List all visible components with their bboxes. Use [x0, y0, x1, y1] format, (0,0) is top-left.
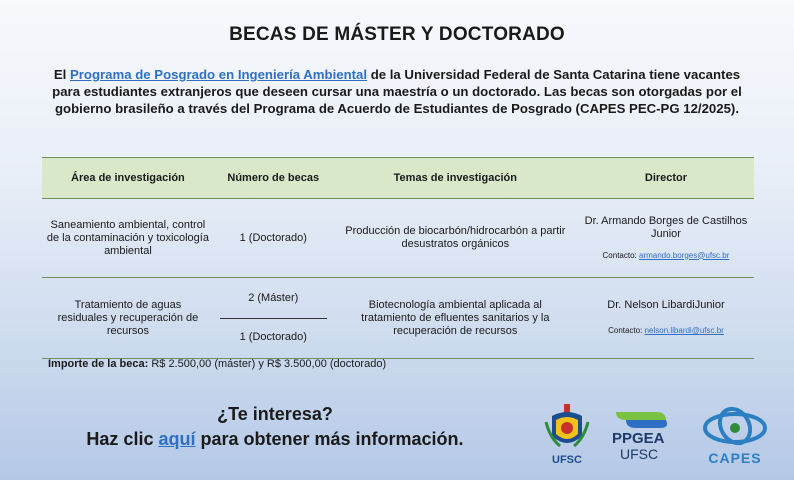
row2-becas-cell — [214, 278, 333, 359]
header-area: Área de investigación — [42, 158, 214, 199]
page-title: BECAS DE MÁSTER Y DOCTORADO — [229, 24, 565, 45]
row1-contact-label: Contacto: — [602, 250, 639, 260]
intro-paragraph — [40, 66, 754, 117]
row2-director-cell — [578, 278, 754, 359]
ufsc-logo — [542, 402, 592, 466]
row2-contact — [579, 324, 753, 337]
cta-prefix: Haz clic — [86, 429, 159, 449]
capes-logo-text: CAPES — [708, 450, 762, 466]
row1-becas: 1 (Doctorado) — [214, 199, 333, 278]
row2-contact-email[interactable]: nelson.libardi@ufsc.br — [644, 326, 724, 335]
row1-contact-email[interactable]: armando.borges@ufsc.br — [639, 250, 730, 260]
amount-value: R$ 2.500,00 (máster) y R$ 3.500,00 (doctorado) — [148, 358, 387, 370]
table-row — [42, 278, 754, 359]
cta-question: ¿Te interesa? — [217, 404, 333, 424]
header-director: Director — [578, 158, 754, 199]
row1-director-cell — [578, 199, 754, 278]
scholarship-table — [42, 157, 754, 359]
row2-becas-top: 2 (Máster) — [248, 291, 299, 304]
row2-becas-bottom: 1 (Doctorado) — [220, 318, 327, 358]
row1-director: Dr. Armando Borges de Castilhos Junior — [584, 214, 748, 240]
ppgea-mark-icon — [612, 408, 672, 430]
program-link[interactable]: Programa de Posgrado en Ingeniería Ambiental — [70, 67, 368, 82]
scholarship-amount — [48, 358, 386, 370]
ufsc-logo-text: UFSC — [552, 454, 582, 466]
header-becas: Número de becas — [214, 158, 333, 199]
ppgea-logo — [612, 408, 682, 466]
cta-line — [40, 429, 510, 450]
cta-suffix: para obtener más información. — [195, 429, 464, 449]
table-header-row — [42, 158, 754, 199]
info-link[interactable]: aquí — [158, 429, 196, 449]
capes-logo — [700, 404, 770, 466]
row2-area: Tratamiento de aguas residuales y recuperación de recursos — [42, 278, 214, 359]
ufsc-crest-icon — [542, 402, 592, 454]
amount-label: Importe de la beca: — [48, 358, 149, 370]
capes-mark-icon — [700, 404, 770, 450]
row1-temas: Producción de biocarbón/hidrocarbón a partir desustratos orgánicos — [333, 199, 578, 278]
table-row — [42, 199, 754, 278]
row2-director: Dr. Nelson LibardiJunior — [607, 299, 725, 311]
intro-text: de la Universidad Federal de Santa Catarina tiene vacantes para estudiantes extranjeros que deseen cursar una maestría o un doctorado. Las becas son otorgadas por el gobierno brasileño a través del Programa de Acuerdo de Estudiantes de Posgrado (CAPES PEC-PG 12/2025). — [52, 67, 742, 116]
row1-contact — [579, 249, 753, 262]
header-temas: Temas de investigación — [333, 158, 578, 199]
ppgea-logo-subtext: UFSC — [620, 446, 659, 462]
row1-area: Saneamiento ambiental, control de la contaminación y toxicología ambiental — [42, 199, 214, 278]
ppgea-logo-text: PPGEA — [612, 430, 665, 447]
intro-prefix: El — [53, 67, 70, 82]
row2-contact-label: Contacto: — [608, 326, 645, 335]
row2-temas: Biotecnología ambiental aplicada al tratamiento de efluentes sanitarios y la recuperación de recursos — [333, 278, 578, 359]
